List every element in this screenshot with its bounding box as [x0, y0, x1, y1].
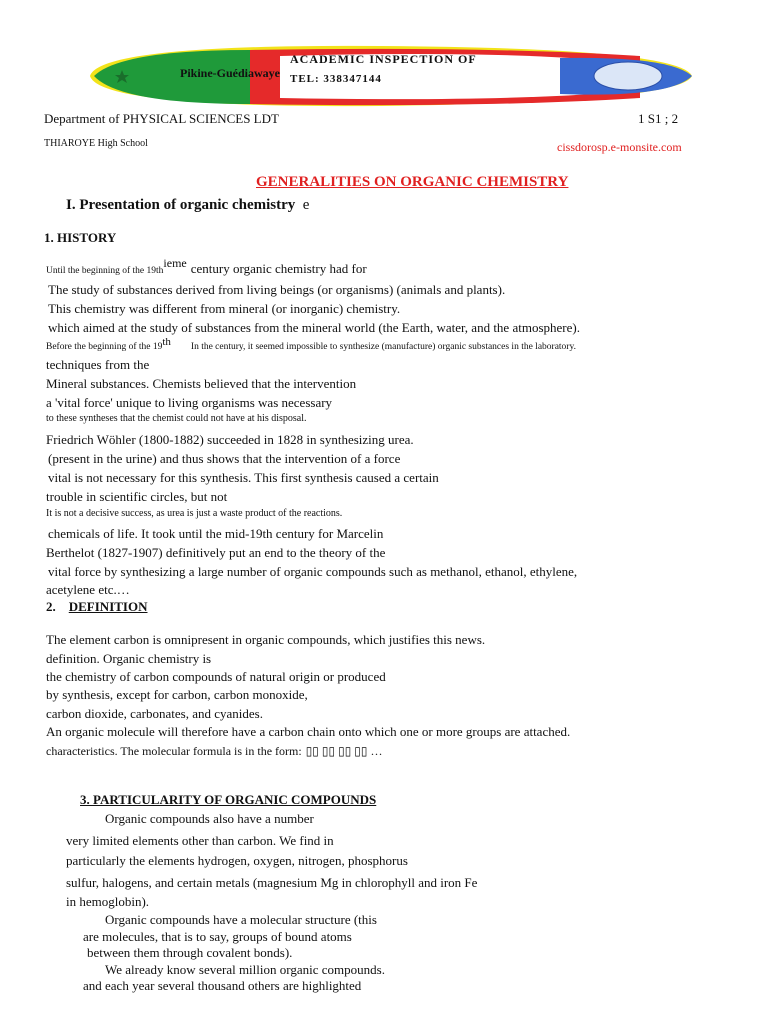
particularity-line-9: We already know several million organic compounds. [105, 962, 385, 977]
department-label: Department of PHYSICAL SCIENCES LDT [44, 111, 279, 126]
history-line-6: techniques from the [46, 357, 150, 372]
history-line-8: a 'vital force' unique to living organisms was necessary [46, 395, 333, 410]
definition-line-5: carbon dioxide, carbonates, and cyanides. [46, 706, 263, 721]
history-line-10: Friedrich Wöhler (1800-1882) succeeded in 1828 in synthesizing urea. [46, 432, 414, 447]
particularity-line-10: and each year several thousand others are highlighted [83, 978, 362, 993]
particularity-line-3: particularly the elements hydrogen, oxygen, nitrogen, phosphorus [66, 853, 408, 868]
molecular-formula: ▯▯ ▯▯ ▯▯ ▯▯ … [305, 744, 383, 758]
history-line-12: vital is not necessary for this synthesis. This first synthesis caused a certain [48, 470, 439, 485]
history-line-14: It is not a decisive success, as urea is just a waste product of the reactions. [46, 508, 343, 519]
banner-line1: ACADEMIC INSPECTION OF [290, 52, 477, 66]
history-heading: 1. HISTORY [44, 230, 117, 245]
history-line-13: trouble in scientific circles, but not [46, 489, 228, 504]
particularity-line-6: Organic compounds have a molecular structure (this [105, 912, 377, 927]
section-heading-1: I. Presentation of organic chemistry e [66, 197, 310, 213]
history-line-5: Before the beginning of the 19th In the century, it seemed impossible to synthesize (manufacture) organic substances in the laboratory. [46, 336, 576, 352]
definition-line-3: the chemistry of carbon compounds of natural origin or produced [46, 669, 386, 684]
particularity-line-2: very limited elements other than carbon. We find in [66, 833, 334, 848]
particularity-line-5: in hemoglobin). [66, 894, 150, 909]
history-line-18: acetylene etc.… [46, 582, 130, 597]
particularity-line-7: are molecules, that is to say, groups of bound atoms [83, 929, 352, 944]
definition-line-1: The element carbon is omnipresent in organic compounds, which justifies this news. [46, 632, 486, 647]
history-line-11: (present in the urine) and thus shows that the intervention of a force [48, 451, 401, 466]
banner-line3: TEL: 338347144 [290, 73, 382, 85]
particularity-line-4: sulfur, halogens, and certain metals (magnesium Mg in chlorophyll and iron Fe [66, 875, 478, 890]
history-line-15: chemicals of life. It took until the mid-19th century for Marcelin [48, 526, 384, 541]
definition-line-7: characteristics. The molecular formula is in the form: ▯▯ ▯▯ ▯▯ ▯▯ … [46, 744, 383, 758]
definition-line-2: definition. Organic chemistry is [46, 651, 212, 666]
history-line-7: Mineral substances. Chemists believed that the intervention [46, 376, 357, 391]
school-name: THIAROYE High School [44, 138, 148, 149]
history-line-3: This chemistry was different from mineral (or inorganic) chemistry. [48, 301, 401, 316]
academic-inspection-banner [80, 42, 700, 110]
history-line-4: which aimed at the study of substances from the mineral world (the Earth, water, and the atmosphere). [48, 320, 580, 335]
particularity-line-8: between them through covalent bonds). [87, 945, 293, 960]
history-line-2: The study of substances derived from living beings (or organisms) (animals and plants). [48, 282, 506, 297]
banner-line2: Pikine-Guédiawaye [180, 66, 281, 80]
document-title: GENERALITIES ON ORGANIC CHEMISTRY [256, 174, 569, 190]
history-line-16: Berthelot (1827-1907) definitively put an end to the theory of the [46, 545, 386, 560]
history-line-17: vital force by synthesizing a large number of organic compounds such as methanol, ethanol, ethylene, [48, 564, 578, 579]
class-label: 1 S1 ; 2 [638, 111, 679, 126]
definition-heading: 2. DEFINITION [46, 599, 148, 614]
definition-line-4: by synthesis, except for carbon, carbon monoxide, [46, 687, 308, 702]
definition-line-6: An organic molecule will therefore have a carbon chain onto which one or more groups are attached. [46, 724, 571, 739]
particularity-heading: 3. PARTICULARITY OF ORGANIC COMPOUNDS [80, 792, 377, 807]
website-link[interactable]: cissdorosp.e-monsite.com [557, 140, 682, 154]
history-line-9: to these syntheses that the chemist could not have at his disposal. [46, 413, 307, 424]
particularity-line-1: Organic compounds also have a number [105, 811, 314, 826]
history-line-1: Until the beginning of the $19th^{ieme}$ century organic chemistry had for [46, 256, 367, 276]
